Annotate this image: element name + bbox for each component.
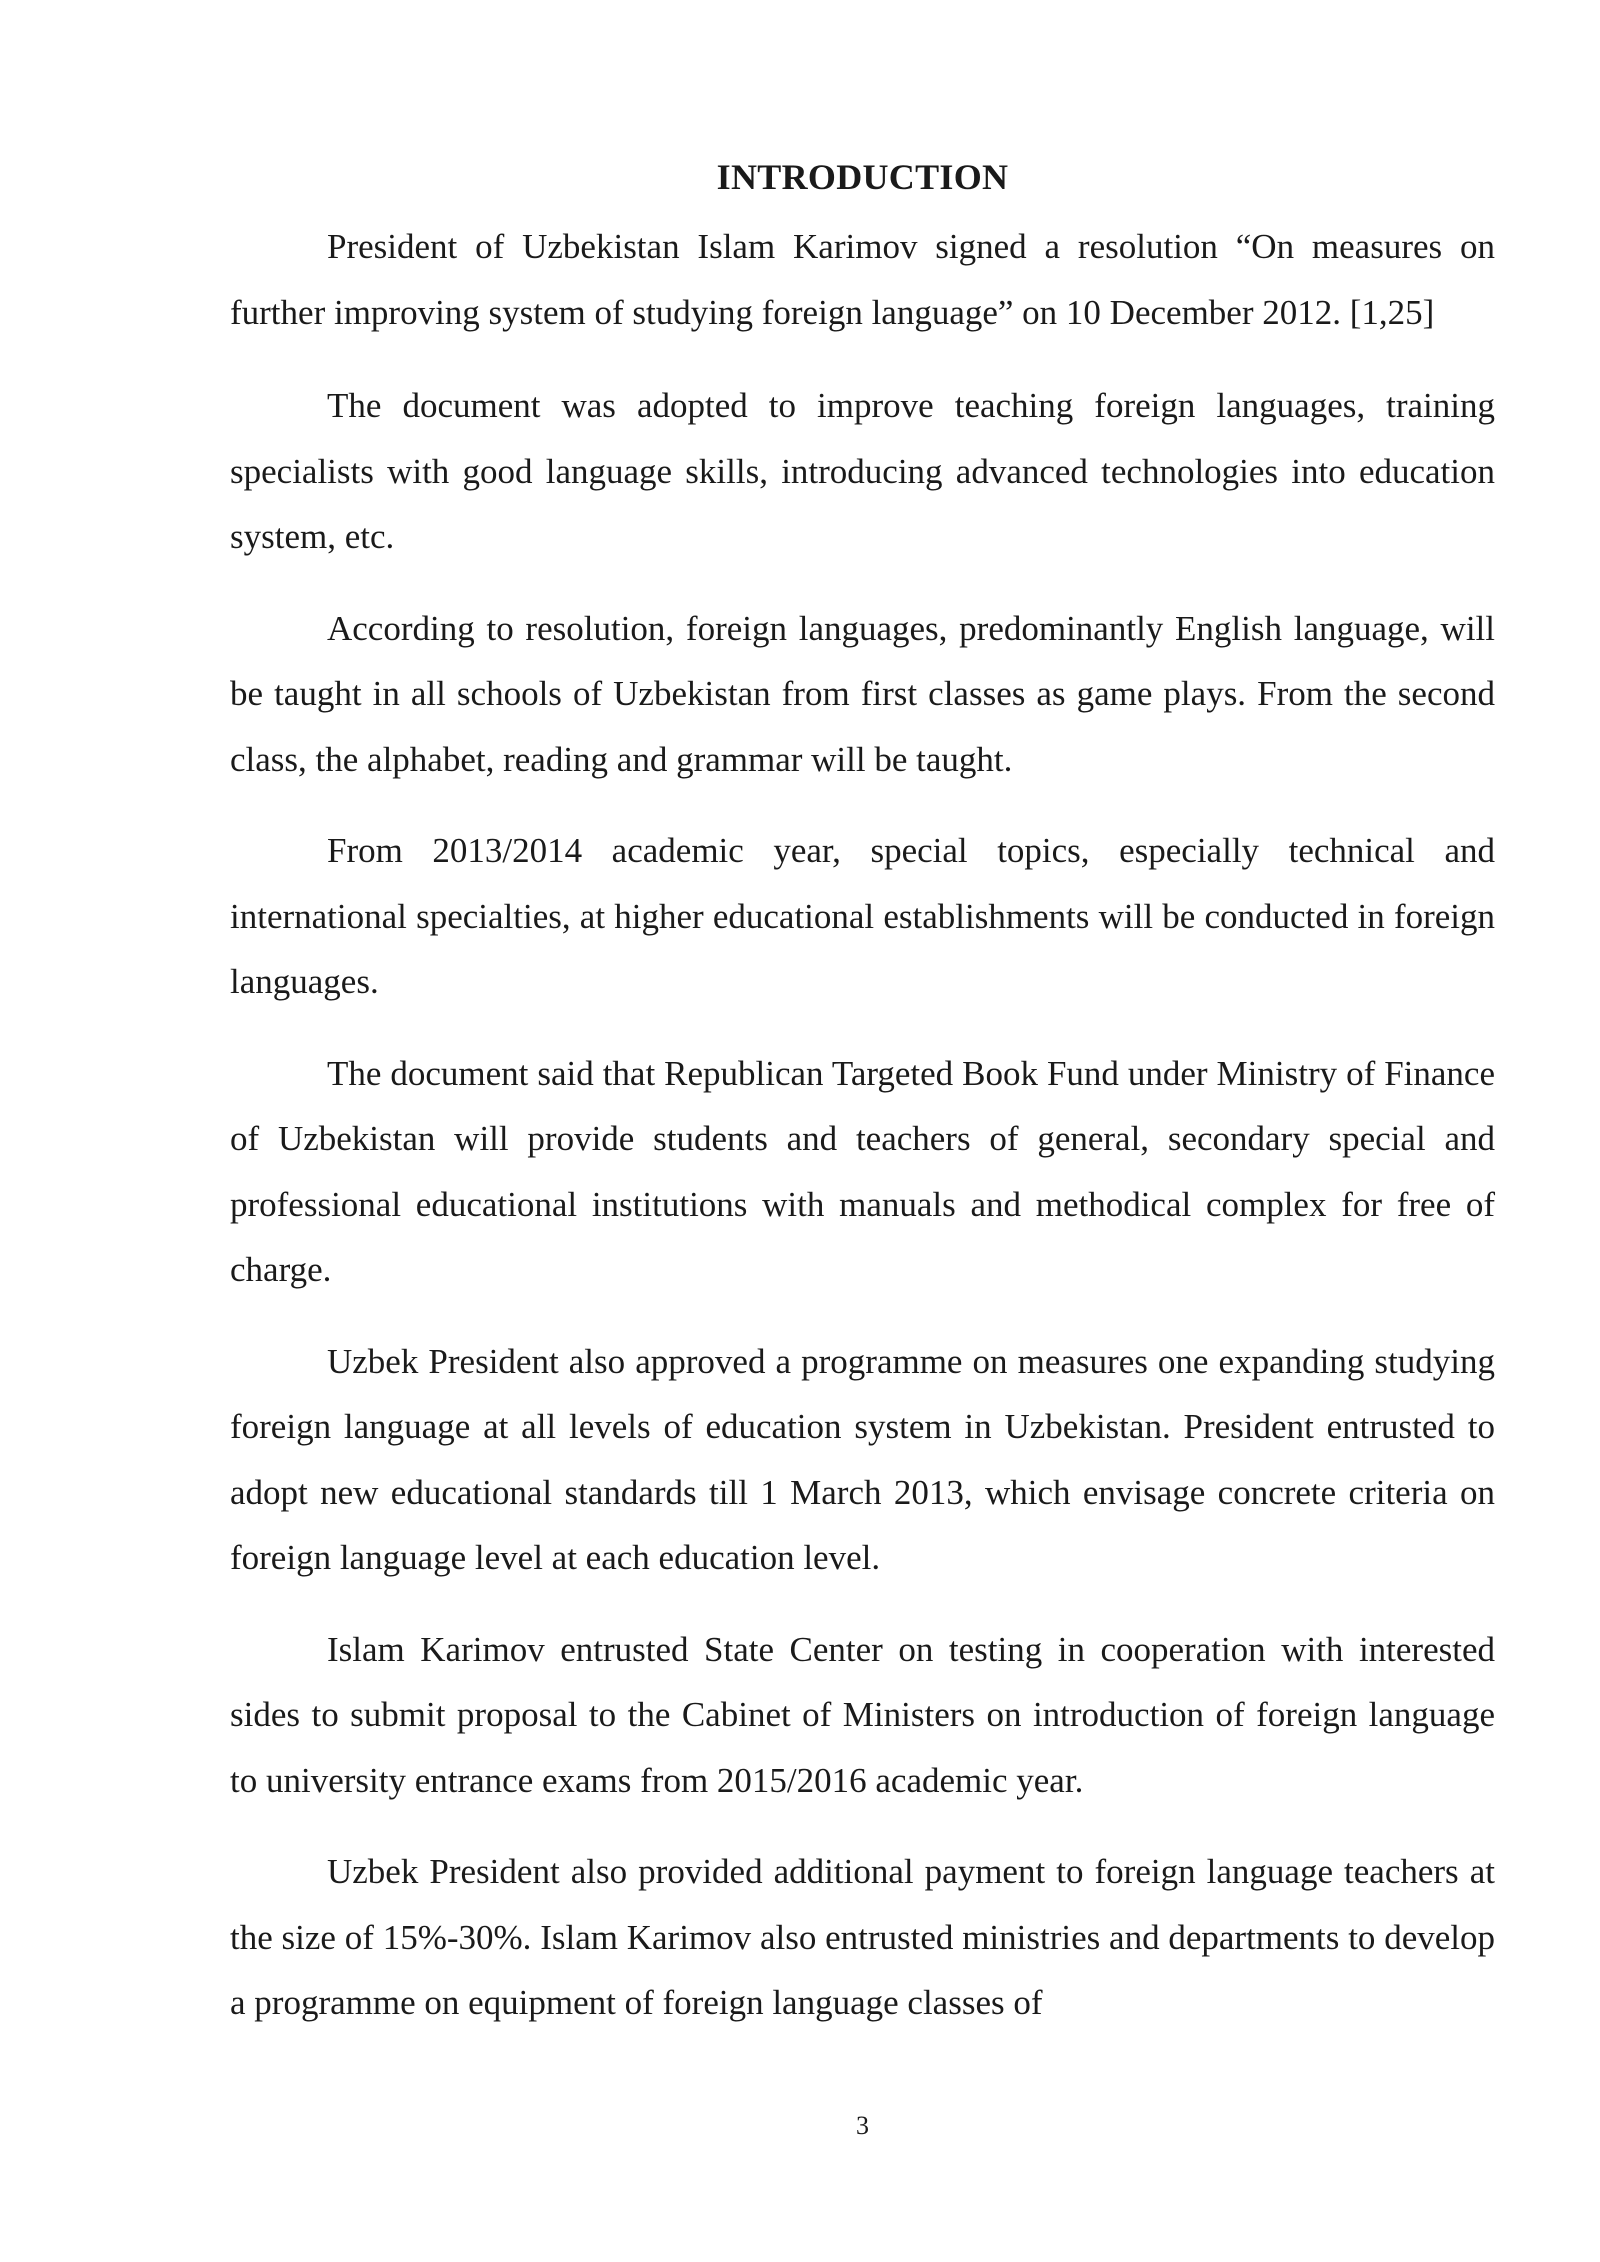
- section-title: INTRODUCTION: [716, 157, 1009, 197]
- paragraph-2: The document was adopted to improve teaching foreign languages, training specialists with good language skills, introducing advanced technologies into education system, etc.: [230, 386, 1495, 556]
- paragraph-6: Uzbek President also approved a programme on measures one expanding studying foreign language at all levels of education system in Uzbekistan. President entrusted to adopt new educational standards till 1 March 2013, which envisage concrete criteria on foreign language level at each education level.: [230, 1341, 1495, 1577]
- paragraph-7: Islam Karimov entrusted State Center on testing in cooperation with interested sides to submit proposal to the Cabinet of Ministers on introduction of foreign language to university entrance exams from 2015/2016 academic year.: [230, 1629, 1495, 1800]
- paragraph-5: The document said that Republican Targeted Book Fund under Ministry of Finance of Uzbekistan will provide students and teachers of general, secondary special and professional educational institutions with manuals and methodical complex for free of charge.: [230, 1053, 1495, 1289]
- page-content: [230, 148, 1495, 2062]
- paragraph-4: From 2013/2014 academic year, special topics, especially technical and international specialties, at higher educational establishments will be conducted in foreign languages.: [230, 831, 1495, 1001]
- paragraph-1: President of Uzbekistan Islam Karimov signed a resolution “On measures on further improving system of studying foreign language” on 10 December 2012. [1,25]: [230, 227, 1495, 332]
- page-number: 3: [856, 2111, 869, 2140]
- paragraph-8: Uzbek President also provided additional payment to foreign language teachers at the size of 15%-30%. Islam Karimov also entrusted ministries and departments to develop a programme on equipment of foreign language classes of: [230, 1852, 1495, 2022]
- paragraph-3: According to resolution, foreign languages, predominantly English language, will be taught in all schools of Uzbekistan from first classes as game plays. From the second class, the alphabet, reading and grammar will be taught.: [230, 608, 1495, 779]
